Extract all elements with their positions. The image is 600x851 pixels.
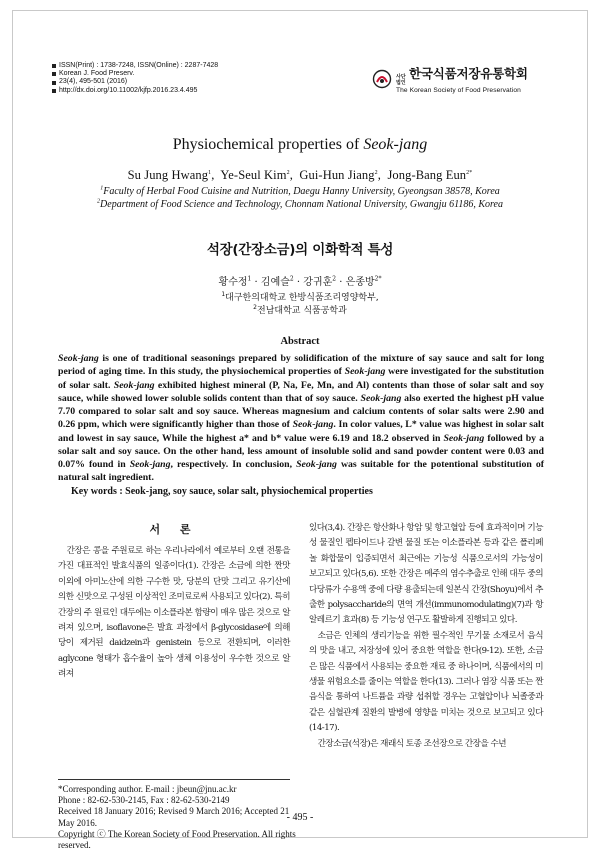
author-separator: ·: [254, 277, 258, 288]
author-ko: 김예슬$^2$: [260, 275, 294, 288]
journal-issn-row: [52, 62, 218, 70]
society-name-en: The Korean Society of Food Preservation: [396, 87, 521, 94]
footnote-corresponding: *Corresponding author. E-mail : jbeun@jnu.ac.kr: [58, 784, 237, 794]
paper-title-ko: 석장(간장소금)의 이화학적 특성: [206, 242, 394, 258]
footnote-copyright: Copyright ⓒ The Korean Society of Food Preservation. All rights reserved.: [58, 828, 296, 851]
authors-ko: [0, 273, 600, 288]
title-en-prefix: Physiochemical properties of: [172, 136, 364, 153]
intro-paragraph: 소금은 인체의 생리기능을 위한 필수적인 무기물 소재로서 음식의 맛을 내고, 저장성에 있어 중요한 역할을 한다(9-12). 또한, 소금은 많은 식품에서 사용되는 중요한 재료 중 하나이며, 식품에서의 미생물 위험요소를 줄이는 역할을 한다(13). 그러나 염장 식품 또는 짠 음식을 통하여 나트륨을 과량 섭취할 경우는 고혈압이나 뇌졸중과 같은 심혈관계 질환의 발병에 영향을 미치는 것으로 보고되고 있다(14-17).: [309, 630, 543, 734]
author-en: Gui-Hun Jiang$^2$: [299, 168, 378, 182]
journal-doi-row[interactable]: [52, 87, 218, 95]
journal-doi-link[interactable]: http://dx.doi.org/10.11002/kjfp.2016.23.4.495: [59, 86, 198, 94]
journal-volume-row: [52, 78, 218, 86]
intro-paragraph: 간장은 콩을 주원료로 하는 우리나라에서 예로부터 오랜 전통을 가진 대표적인 발효식품의 일종이다(1). 간장은 소금에 의한 짠맛 이외에 아미노산에 의한 구수한 맛, 당분의 단맛 그리고 유기산에 의한 신맛으로 구성된 이상적인 조미료로써 사용되고 있다(2). 특히 간장의 주 원료인 대두에는 이소플라본 함량이 매우 많은 것으로 알려져 있으며, isoflavone은 발효 과정에서 β-glycosidase에 의해 당이 제거된 daidzein과 genistein 등으로 전환되며, 이러한 aglycone 형태가 흡수율이 높아 생체 이용성이 우수한 것으로 알려져: [58, 546, 290, 680]
intro-left-column: [58, 544, 290, 683]
keywords: [71, 486, 541, 497]
journal-volume: 23(4), 495-501 (2016): [59, 78, 128, 86]
authors-en: Su Jung Hwang$^1$, Ye-Seul Kim$^2$, Gui-Hun Jiang$^2$, Jong-Bang Eun$^{2*}$: [127, 168, 473, 182]
intro-right-column: [309, 521, 543, 752]
footnote-phone: Phone : 82-62-530-2145, Fax : 82-62-530-2149: [58, 795, 230, 806]
author-en: Su Jung Hwang$^1$: [127, 168, 212, 182]
society-logo: [372, 64, 528, 94]
society-emblem-icon: [372, 69, 392, 89]
society-small-label: 사단 법인: [396, 74, 406, 86]
bullet-square-icon: [52, 72, 56, 76]
title-en-italic: Seok-jang: [363, 136, 428, 153]
affiliation-en-1: $^1$Faculty of Herbal Food Cuisine and Nutrition, Daegu Hanny University, Gyeongsan 38578, Korea: [100, 185, 500, 197]
intro-paragraph: 있다(3,4). 간장은 항산화나 항암 및 항고혈압 등에 효과적이며 기능성 물질인 펩타이드나 갈변 물질 또는 이소플라본 등과 같은 폴리페놀 화합물이 입증되면서 최근에는 기능성 식품으로서의 가능성이 보고되고 있다(5,6). 또한 간장은 메주의 염수추출로 인해 대두 중의 다당류가 수용액 중에 다량 용출되는데 일본식 간장(Shoyu)에서 추출한 polysaccharide의 면역 개선(immunomodulating)(7)과 항알레르기 효과(8) 등 기능성 연구도 활발하게 진행되고 있다.: [309, 523, 543, 626]
bullet-square-icon: [52, 89, 56, 93]
footnote-divider: [58, 779, 290, 780]
author-separator: ·: [296, 277, 301, 288]
footnote-received: Received 18 January 2016; Revised 9 March 2016; Accepted 21 May 2016.: [58, 806, 290, 828]
abstract-body: Seok-jang is one of traditional seasonings prepared by solidification of the mixture of say sauce and salt for long period of aging time. In this study, the physiochemical properties of Seok-jang were investigated for the substitution of solar salt. Seok-jang exhibited highest mineral (P, Na, Fe, Mn, and Al) contents than those of solar salt and soy sauce, while showed lower soluble solids content than that of soy sauce. Seok-jang also exerted the highest pH value 7.70 compared to solar salt and soy sauce. Whereas magnesium and calcium contents of solar salts were 2.90 and 0.26 ppm, which were significantly higher than those of Seok-jang. In color values, L* value was highest in solar salt and lowest in say sauce, While the highest a* and b* value were 6.19 and 18.2 observed in Seok-jang followed by a solar salt and soy sauce. On the other hand, less amount of insoluble solid and sand powder content were 0.03 and 0.07% found in Seok-jang, respectively. In conclusion, Seok-jang was suitable for the potentional substitution of natural salt ingredient.: [58, 353, 544, 484]
affiliation-en-2: $^2$Department of Food Science and Technology, Chonnam National University, Gwangju 61186, Korea: [97, 198, 503, 210]
bullet-square-icon: [52, 64, 56, 68]
author-ko: 황수정$^1$: [218, 275, 252, 288]
intro-paragraph: 간장소금(석장)은 재래식 토종 조선장으로 간장을 수년: [317, 738, 507, 749]
affiliation-ko-2: $^2$전남대학교 식품공학과: [253, 304, 347, 316]
journal-info: [52, 62, 218, 95]
journal-name: Korean J. Food Preserv.: [59, 70, 135, 78]
journal-name-row: [52, 70, 218, 78]
page-number: - 495 -: [286, 812, 314, 823]
journal-issn: ISSN(Print) : 1738-7248, ISSN(Online) : 2287-7428: [59, 62, 219, 69]
keywords-list: Seok-jang, soy sauce, solar salt, physiochemical properties: [125, 486, 373, 497]
author-en: Ye-Seul Kim$^2$: [220, 168, 290, 182]
affiliation-ko-1: $^1$대구한의대학교 한방식품조리영양학부,: [221, 291, 379, 303]
abstract-heading: Abstract: [280, 336, 320, 347]
section-heading-introduction: 서 론: [149, 523, 199, 536]
society-name-ko-row: [396, 64, 528, 86]
author-separator: ·: [339, 277, 343, 288]
author-ko: 은종방$^{2*}$: [345, 275, 382, 288]
society-name: [396, 64, 528, 94]
author-en: Jong-Bang Eun$^{2*}$: [387, 168, 473, 182]
keywords-label: Key words :: [71, 486, 123, 497]
bullet-square-icon: [52, 81, 56, 85]
paper-title-en: [0, 136, 600, 154]
society-name-ko: 한국식품저장유통학회: [409, 66, 528, 81]
author-ko: 강귀훈$^2$: [303, 275, 337, 288]
